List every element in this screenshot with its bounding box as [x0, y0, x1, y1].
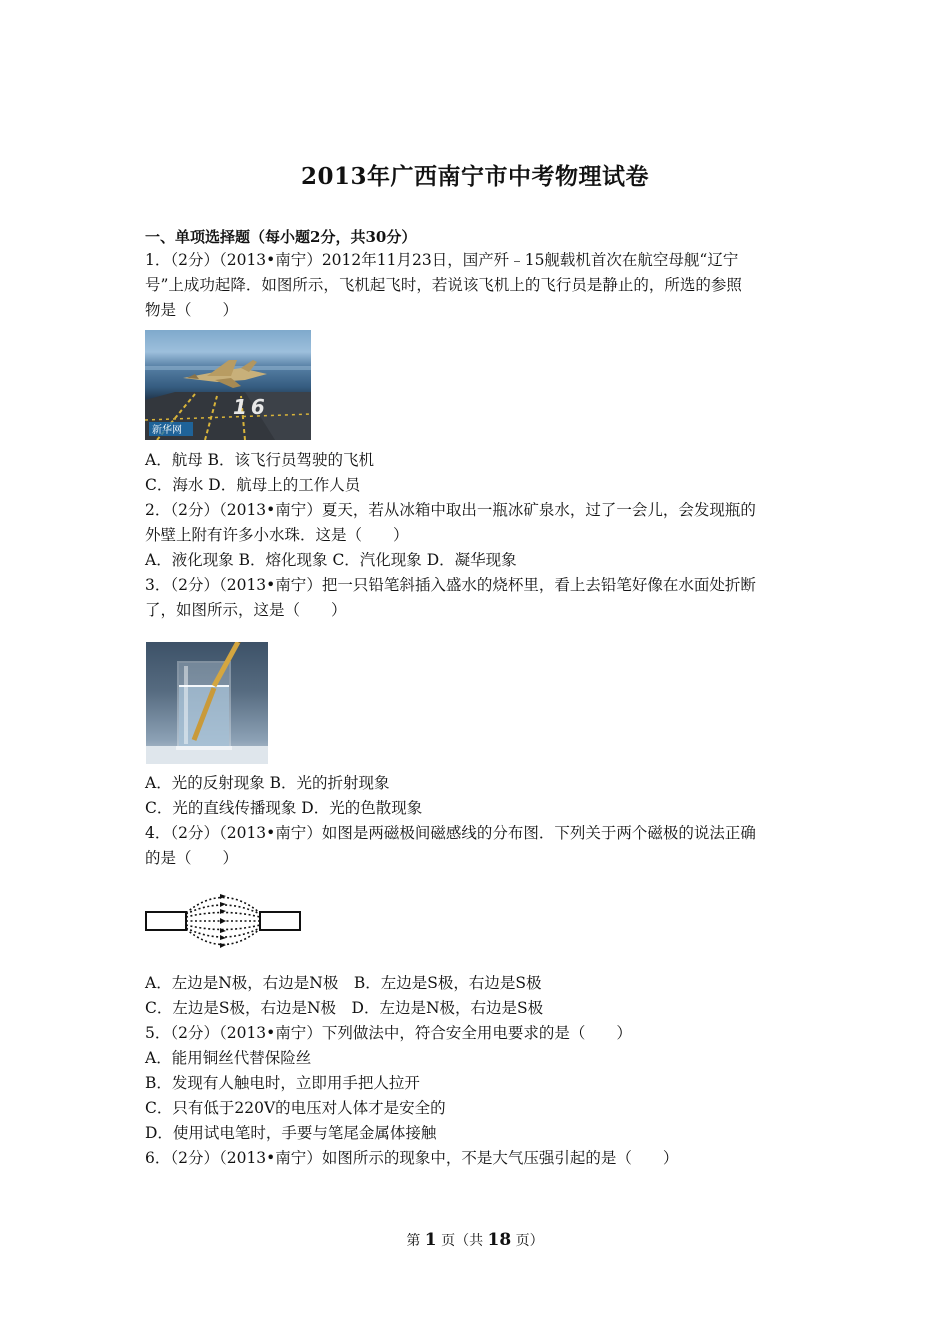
q6-line-1: 6．（2分）（2013•南宁）如图所示的现象中，不是大气压强引起的是（ ）	[145, 1149, 679, 1167]
q5-option-a: A．能用铜丝代替保险丝	[145, 1049, 312, 1067]
q2-line-2: 外壁上附有许多小水珠．这是（ ）	[145, 526, 409, 544]
q5-option-b: B．发现有人触电时，立即用手把人拉开	[145, 1074, 420, 1092]
magnet-field-illustration	[144, 876, 304, 966]
watermark-text: 新华网	[152, 425, 182, 436]
q4-option-line-2: C．左边是S极，右边是N极 D．左边是N极，右边是S极	[145, 999, 544, 1017]
q1-option-line-2: C．海水 D．航母上的工作人员	[145, 476, 361, 494]
page-footer	[0, 1230, 950, 1250]
q5-option-c: C．只有低于220V的电压对人体才是安全的	[145, 1099, 446, 1117]
q4-line-2: 的是（ ）	[145, 849, 239, 867]
q4-magnetic-field-diagram	[144, 876, 304, 966]
q3-glass-photo	[146, 642, 268, 764]
q1-line-2: 号”上成功起降．如图所示，飞机起飞时，若说该飞机上的飞行员是静止的，所选的参照	[145, 276, 742, 294]
q5-line-1: 5．（2分）（2013•南宁）下列做法中，符合安全用电要求的是（ ）	[145, 1024, 632, 1042]
jet-illustration	[145, 330, 311, 440]
footer-middle: 页（共	[441, 1233, 484, 1249]
right-magnet	[260, 912, 300, 930]
glass-illustration	[146, 642, 268, 764]
q3-option-line-2: C．光的直线传播现象 D．光的色散现象	[145, 799, 423, 817]
footer-page-number: 1	[424, 1230, 437, 1250]
left-magnet	[146, 912, 186, 930]
q4-option-line-1: A．左边是N极，右边是N极 B．左边是S极，右边是S极	[145, 974, 542, 992]
q4-line-1: 4．（2分）（2013•南宁）如图是两磁极间磁感线的分布图．下列关于两个磁极的说法正确	[145, 824, 756, 842]
q3-line-2: 了，如图所示，这是（ ）	[145, 601, 347, 619]
q5-option-d: D．使用试电笔时，手要与笔尾金属体接触	[145, 1124, 437, 1142]
q3-line-1: 3．（2分）（2013•南宁）把一只铅笔斜插入盛水的烧杯里，看上去铅笔好像在水面处折断	[145, 576, 756, 594]
jet-icon	[183, 360, 267, 388]
section-heading: 一、单项选择题（每小题2分，共30分）	[145, 228, 417, 246]
q1-jet-photo	[145, 330, 311, 440]
footer-suffix: 页）	[515, 1233, 544, 1249]
field-arrows	[220, 894, 226, 948]
q2-line-1: 2．（2分）（2013•南宁）夏天，若从冰箱中取出一瓶冰矿泉水，过了一会儿，会发现瓶的	[145, 501, 756, 519]
footer-prefix: 第	[406, 1233, 421, 1249]
page-title: 2013年广西南宁市中考物理试卷	[300, 163, 649, 190]
q2-option-line-1: A．液化现象 B．熔化现象 C．汽化现象 D．凝华现象	[145, 551, 517, 569]
q3-option-line-1: A．光的反射现象 B．光的折射现象	[145, 774, 390, 792]
deck-number: 16	[233, 395, 269, 419]
footer-total-pages: 18	[487, 1230, 512, 1250]
q1-line-3: 物是（ ）	[145, 301, 239, 319]
q1-option-line-1: A．航母 B．该飞行员驾驶的飞机	[145, 451, 375, 469]
q1-line-1: 1．（2分）（2013•南宁）2012年11月23日，国产歼﹣15舰载机首次在航空母舰“辽宁	[145, 251, 739, 269]
